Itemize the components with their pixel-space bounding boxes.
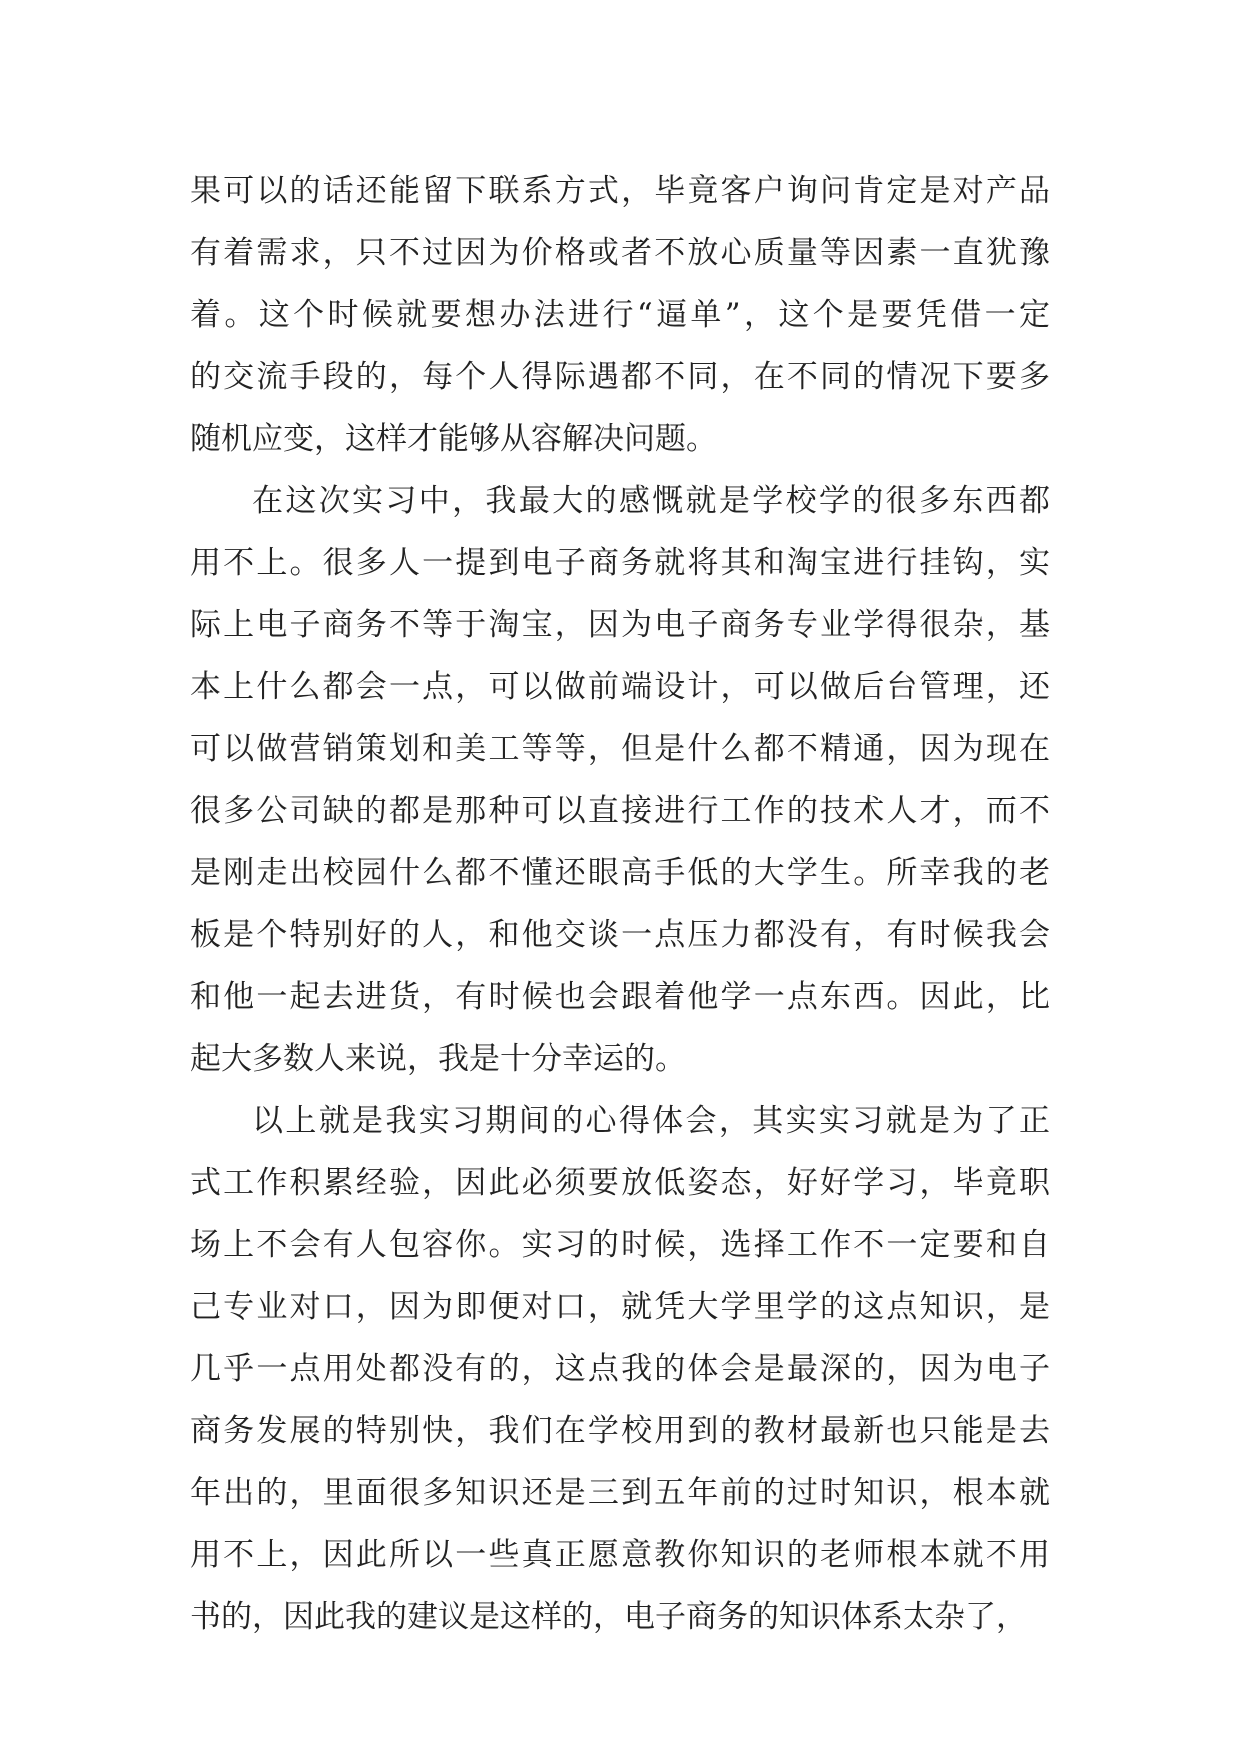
text-line: 随机应变，这样才能够从容解决问题。 [190, 421, 717, 457]
text-line: 用不上。很多人一提到电子商务就将其和淘宝进行挂钩，实 [190, 545, 1050, 581]
text-line: 和他一起去进货，有时候也会跟着他学一点东西。因此，比 [190, 979, 1050, 1015]
paragraph-first-line: 在这次实习中，我最大的感慨就是学校学的很多东西都 [252, 483, 1050, 519]
text-line: 际上电子商务不等于淘宝，因为电子商务专业学得很杂，基 [190, 607, 1050, 643]
text-line: 用不上，因此所以一些真正愿意教你知识的老师根本就不用 [190, 1537, 1050, 1573]
text-line: 书的，因此我的建议是这样的，电子商务的知识体系太杂了， [190, 1599, 1027, 1635]
body-text [190, 160, 1050, 1648]
text-line: 板是个特别好的人，和他交谈一点压力都没有，有时候我会 [190, 917, 1050, 953]
text-line: 本上什么都会一点，可以做前端设计，可以做后台管理，还 [190, 669, 1050, 705]
text-line: 年出的，里面很多知识还是三到五年前的过时知识，根本就 [190, 1475, 1050, 1511]
text-line: 可以做营销策划和美工等等，但是什么都不精通，因为现在 [190, 731, 1050, 767]
text-line: 果可以的话还能留下联系方式，毕竟客户询问肯定是对产品 [190, 173, 1050, 209]
text-line: 是刚走出校园什么都不懂还眼高手低的大学生。所幸我的老 [190, 855, 1050, 891]
text-line: 着。这个时候就要想办法进行“逼单”，这个是要凭借一定 [190, 297, 1050, 333]
text-line: 式工作积累经验，因此必须要放低姿态，好好学习，毕竟职 [190, 1165, 1050, 1201]
text-line: 很多公司缺的都是那种可以直接进行工作的技术人才，而不 [190, 793, 1050, 829]
text-line: 商务发展的特别快，我们在学校用到的教材最新也只能是去 [190, 1413, 1050, 1449]
text-line: 场上不会有人包容你。实习的时候，选择工作不一定要和自 [190, 1227, 1050, 1263]
text-line: 有着需求，只不过因为价格或者不放心质量等因素一直犹豫 [190, 235, 1050, 271]
text-line: 几乎一点用处都没有的，这点我的体会是最深的，因为电子 [190, 1351, 1050, 1387]
text-line: 己专业对口，因为即便对口，就凭大学里学的这点知识，是 [190, 1289, 1050, 1325]
text-line: 起大多数人来说，我是十分幸运的。 [190, 1041, 686, 1077]
text-line: 的交流手段的，每个人得际遇都不同，在不同的情况下要多 [190, 359, 1050, 395]
paragraph-first-line: 以上就是我实习期间的心得体会，其实实习就是为了正 [252, 1103, 1050, 1139]
